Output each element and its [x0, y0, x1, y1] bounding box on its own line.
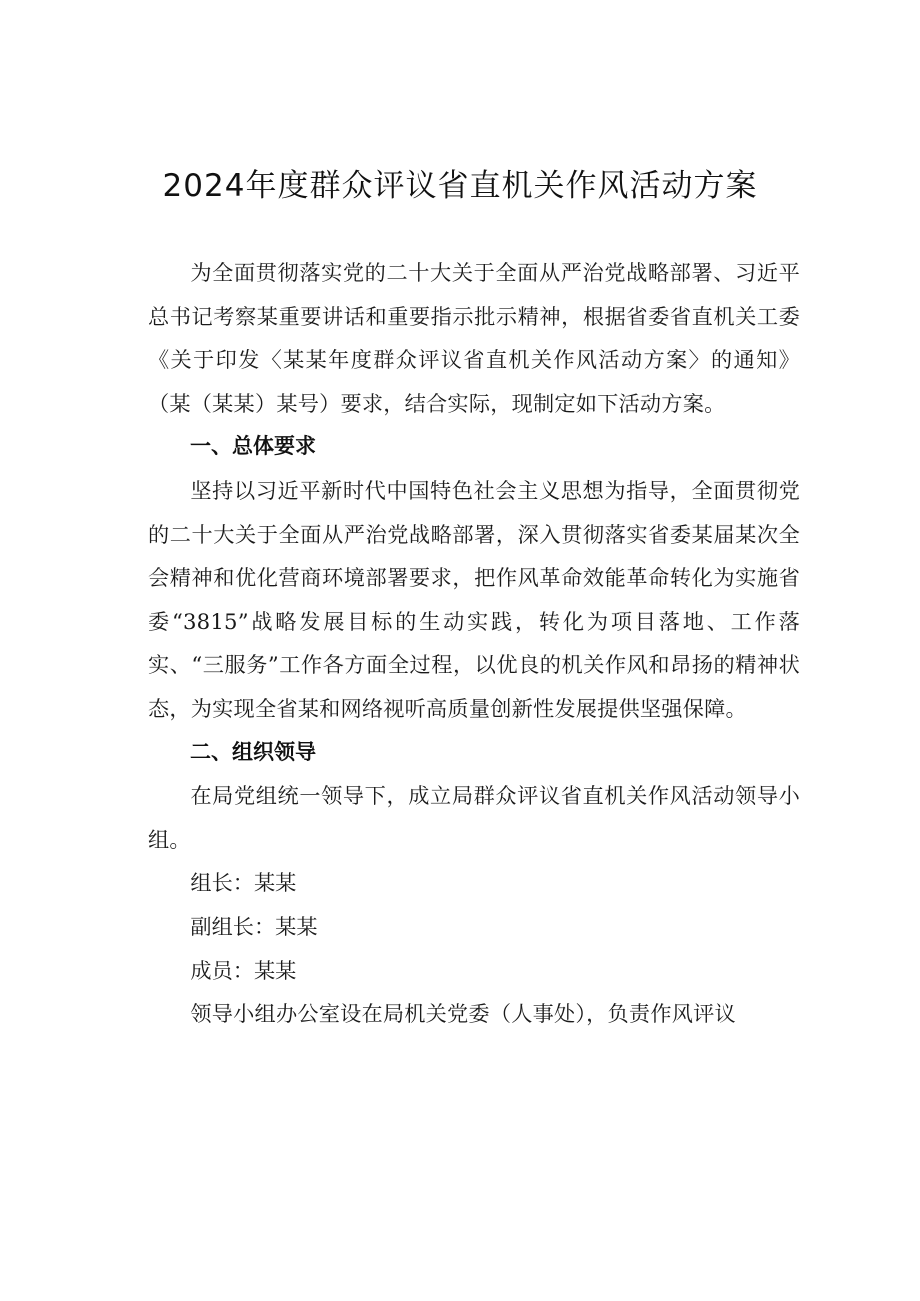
section-heading-general-requirements: 一、总体要求 [190, 434, 316, 459]
office-paragraph: 领导小组办公室设在局机关党委（人事处），负责作风评议 [190, 1001, 736, 1027]
deputy-leader-line: 副组长：某某 [190, 913, 318, 939]
section-heading-organization: 二、组织领导 [190, 739, 316, 764]
intro-paragraph: 为全面贯彻落实党的二十大关于全面从严治党战略部署、习近平总书记考察某重要讲话和重要指示批示精神，根据省委省直机关工委《关于印发〈某某年度群众评议省直机关作风活动方案〉的通知》（某（某某）某号）要求，结合实际，现制定如下活动方案。 [148, 260, 800, 416]
group-leader-line: 组长：某某 [190, 870, 297, 896]
general-requirements-paragraph: 坚持以习近平新时代中国特色社会主义思想为指导，全面贯彻党的二十大关于全面从严治党战略部署，深入贯彻落实省委某届某次全会精神和优化营商环境部署要求，把作风革命效能革命转化为实施省委“3815”战略发展目标的生动实践，转化为项目落地、工作落实、“三服务”工作各方面全过程，以优良的机关作风和昂扬的精神状态，为实现全省某和网络视听高质量创新性发展提供坚强保障。 [148, 477, 800, 721]
organization-paragraph: 在局党组统一领导下，成立局群众评议省直机关作风活动领导小组。 [148, 783, 800, 852]
document-title: 2024年度群众评议省直机关作风活动方案 [162, 168, 758, 204]
members-line: 成员：某某 [190, 957, 297, 983]
document-body [148, 251, 800, 1036]
